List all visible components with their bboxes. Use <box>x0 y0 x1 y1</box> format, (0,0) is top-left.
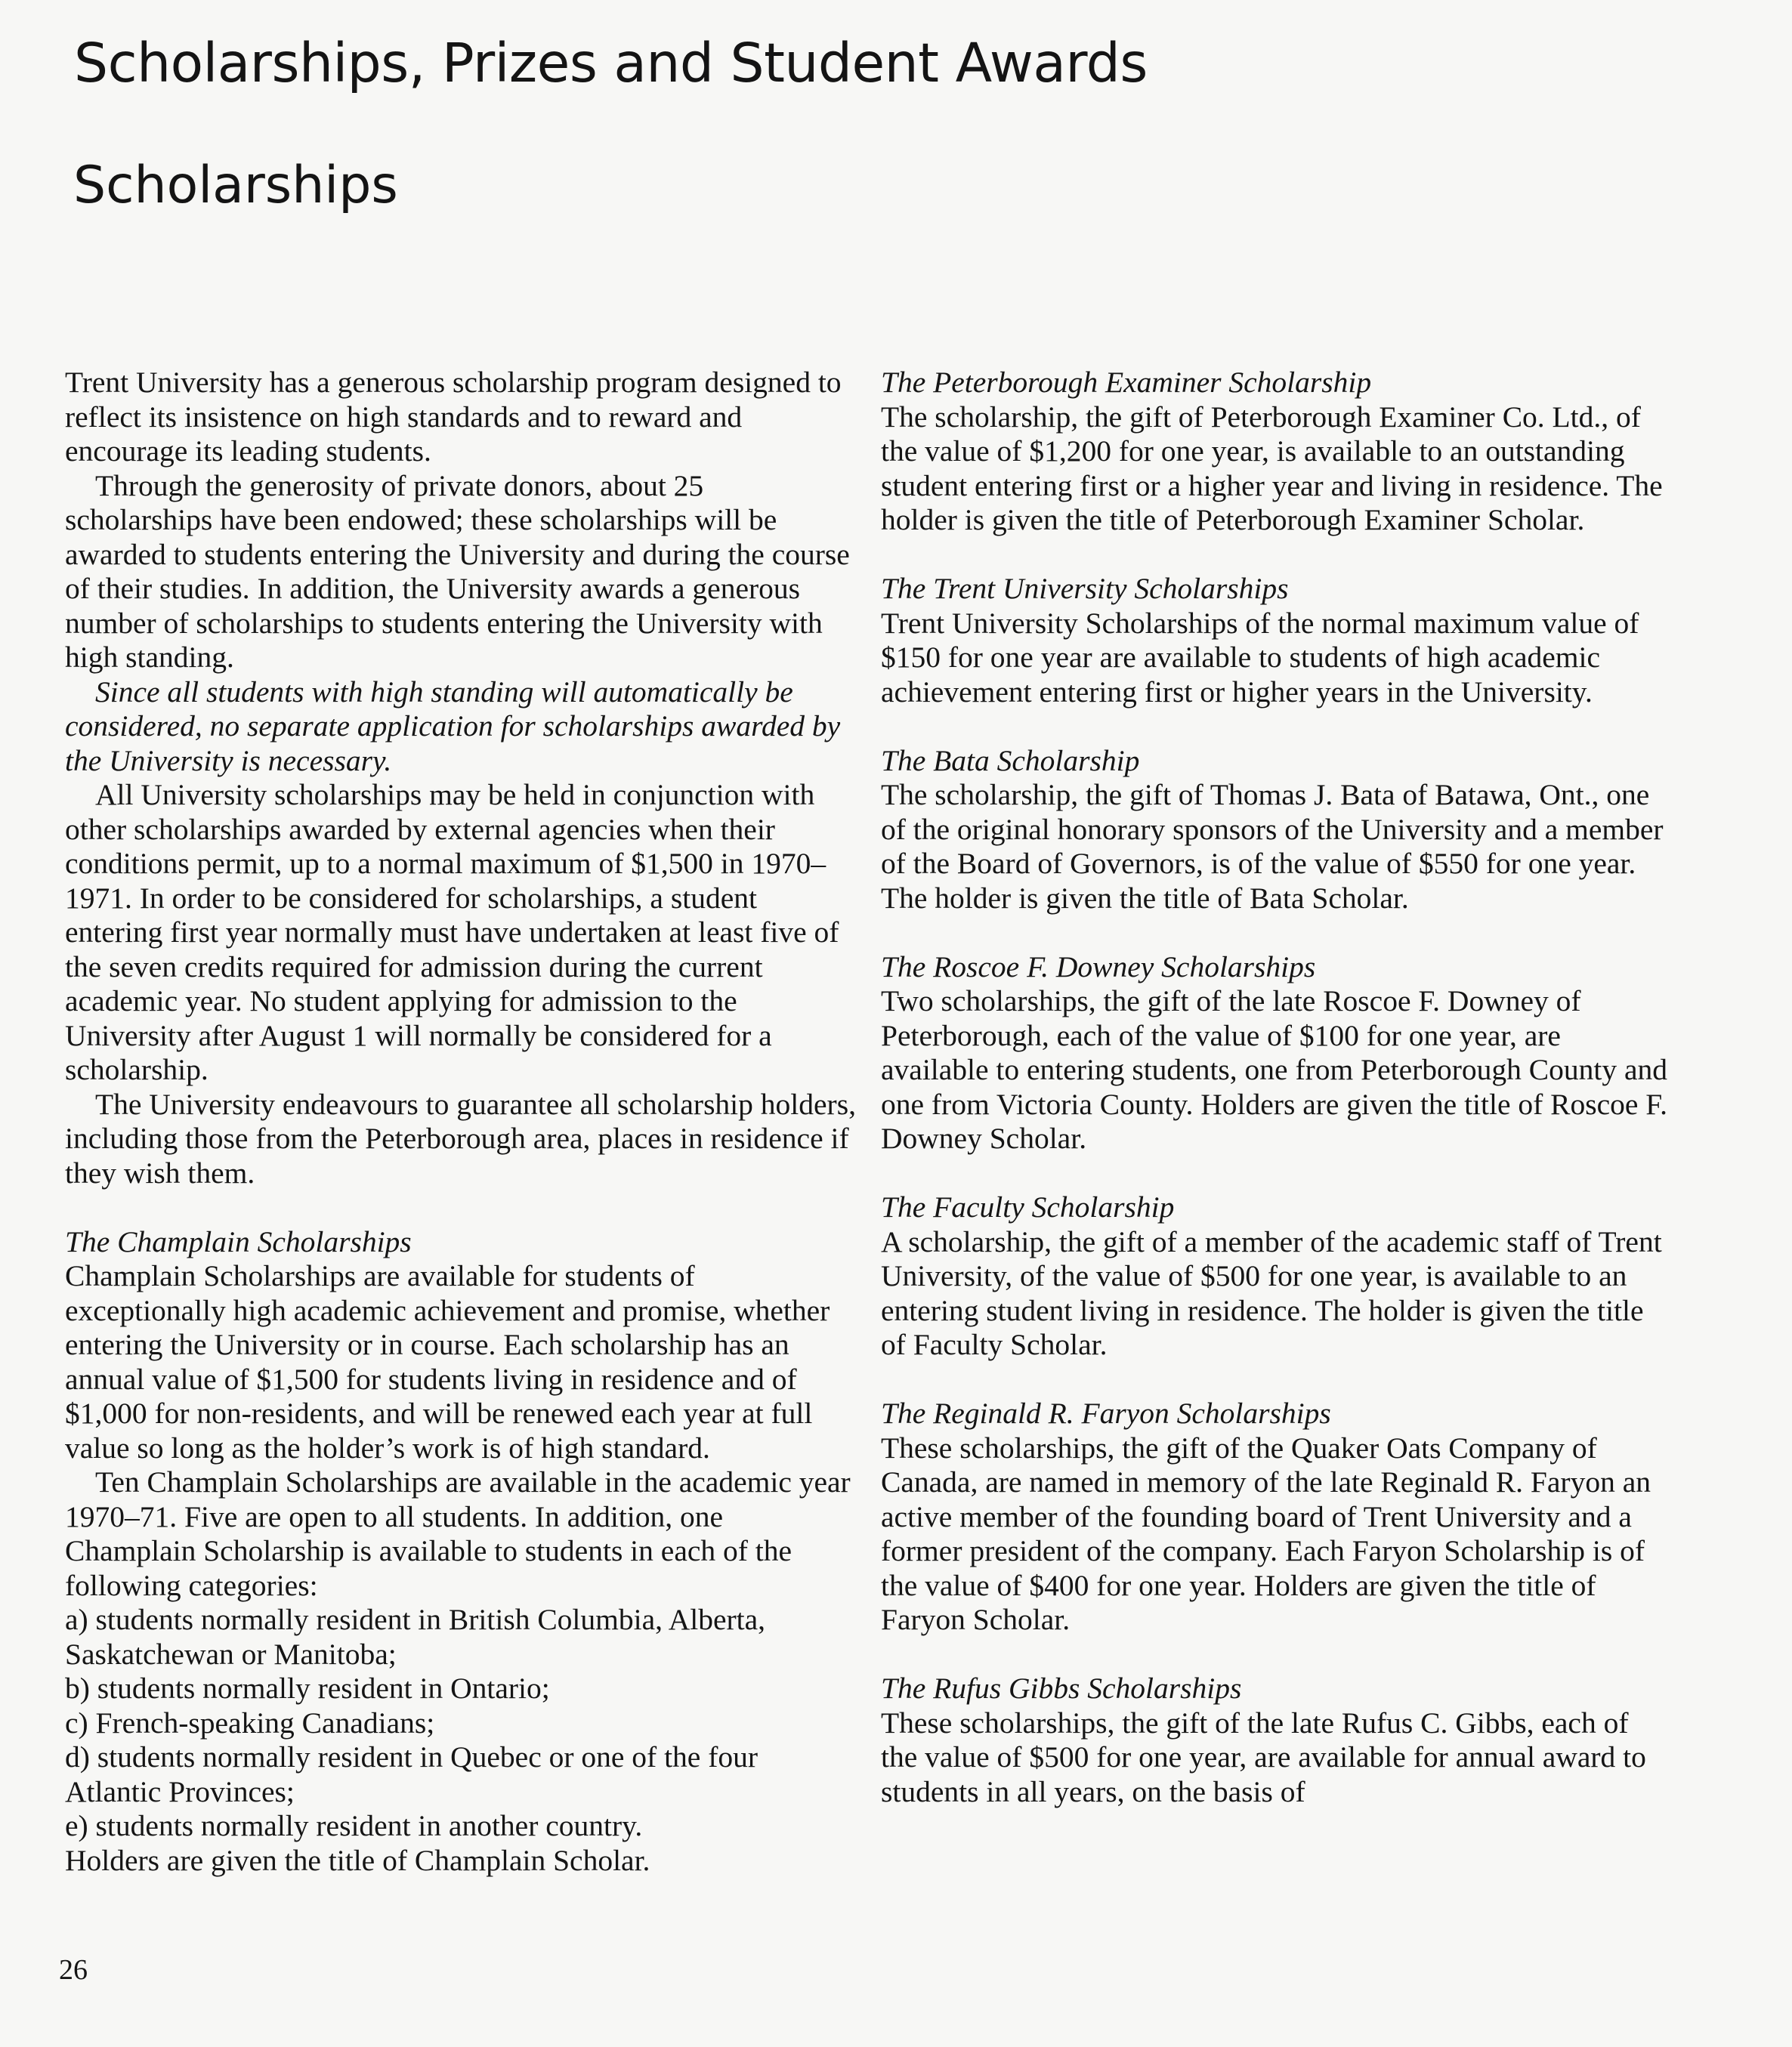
section-body: Two scholarships, the gift of the late Roscoe F. Downey of Peterborough, each of the value of $100 for one year, are available to entering students, one from Peterborough County and one from Victoria County. Holders are given the title of Roscoe F. Downey Scholar. <box>881 984 1668 1155</box>
list-item: c) French-speaking Canadians; <box>65 1706 435 1740</box>
section-title: The Reginald R. Faryon Scholarships <box>881 1397 1331 1430</box>
page-heading: Scholarships, Prizes and Student Awards <box>74 32 1148 94</box>
intro-paragraph: All University scholarships may be held in conjunction with other scholarships awarded by external agencies when their conditions permit, up to a normal maximum of $1,500 in 1970–1971. In order to be considered for scholarships, a student entering first year normally must have undertaken at least five of the seven credits required for admission during the current academic year. No student applying for admission to the University after August 1 will normally be considered for a scholarship. <box>65 778 839 1086</box>
scholarship-section <box>881 1672 1670 1809</box>
scholarship-section <box>881 1397 1670 1638</box>
section-heading: Scholarships <box>73 156 398 215</box>
champlain-section <box>65 1225 858 1879</box>
scholarship-section <box>881 950 1670 1156</box>
category-list <box>65 1603 858 1844</box>
section-title: The Peterborough Examiner Scholarship <box>881 366 1372 399</box>
section-body: Champlain Scholarships are available for students of exceptionally high academic achievement and promise, whether entering the University or in course. Each scholarship has an annual value of $1,500 for students living in residence and of $1,000 for non-residents, and will be renewed each year at full value so long as the holder’s work is of high standard. <box>65 1259 830 1465</box>
section-body: Ten Champlain Scholarships are available in the academic year 1970–71. Five are open to all students. In addition, one Champlain Scholarship is available to students in each of the following categories: <box>65 1465 851 1602</box>
scholarship-section <box>881 1190 1670 1363</box>
section-body: The scholarship, the gift of Thomas J. Bata of Batawa, Ont., one of the original honorary sponsors of the University and a member of the Board of Governors, is of the value of $550 for one year. The holder is given the title of Bata Scholar. <box>881 778 1664 915</box>
list-item: b) students normally resident in Ontario; <box>65 1672 550 1705</box>
scholarship-section <box>881 744 1670 916</box>
list-item: a) students normally resident in British Columbia, Alberta, Saskatchewan or Manitoba; <box>65 1603 766 1671</box>
section-title: The Bata Scholarship <box>881 743 1140 777</box>
section-body: These scholarships, the gift of the Quaker Oats Company of Canada, are named in memory of the late Reginald R. Faryon an active member of the founding board of Trent University and a former president of the company. Each Faryon Scholarship is of the value of $400 for one year. Holders are given the title of Faryon Scholar. <box>881 1431 1651 1636</box>
section-body: The scholarship, the gift of Peterborough Examiner Co. Ltd., of the value of $1,200 for one year, is available to an outstanding student entering first or a higher year and living in residence. The holder is given the title of Peterborough Examiner Scholar. <box>881 400 1663 536</box>
intro-paragraph: The University endeavours to guarantee all scholarship holders, including those from the Peterborough area, places in residence if they wish them. <box>65 1087 856 1190</box>
section-title: The Trent University Scholarships <box>881 572 1289 605</box>
scholarship-section <box>881 572 1670 709</box>
section-closing: Holders are given the title of Champlain Scholar. <box>65 1843 650 1877</box>
section-title: The Rufus Gibbs Scholarships <box>881 1672 1242 1705</box>
section-title: The Champlain Scholarships <box>65 1224 412 1258</box>
intro-paragraph: Through the generosity of private donors, about 25 scholarships have been endowed; these scholarships will be awarded to students entering the University and during the course of their studies. In addition, the University awards a generous number of scholarships to students entering the University with high standing. <box>65 468 850 674</box>
section-body: Trent University Scholarships of the normal maximum value of $150 for one year are available to students of high academic achievement entering first or higher years in the University. <box>881 606 1639 709</box>
scholarship-section <box>881 366 1670 538</box>
right-column <box>881 366 1670 1809</box>
section-body: These scholarships, the gift of the late Rufus C. Gibbs, each of the value of $500 for one year, are available for annual award to students in all years, on the basis of <box>881 1706 1646 1808</box>
section-title: The Roscoe F. Downey Scholarships <box>881 949 1316 983</box>
section-body: A scholarship, the gift of a member of the academic staff of Trent University, of the value of $500 for one year, is available to an entering student living in residence. The holder is given the title of Faculty Scholar. <box>881 1224 1662 1361</box>
page-number: 26 <box>59 1954 88 1986</box>
left-column <box>65 366 858 1878</box>
intro-note: Since all students with high standing will automatically be considered, no separate application for scholarships awarded by the University is necessary. <box>65 675 841 777</box>
section-title: The Faculty Scholarship <box>881 1190 1175 1224</box>
list-item: e) students normally resident in another country. <box>65 1809 643 1842</box>
intro-paragraph: Trent University has a generous scholarship program designed to reflect its insistence on high standards and to reward and encourage its leading students. <box>65 366 842 468</box>
list-item: d) students normally resident in Quebec or one of the four Atlantic Provinces; <box>65 1740 759 1808</box>
